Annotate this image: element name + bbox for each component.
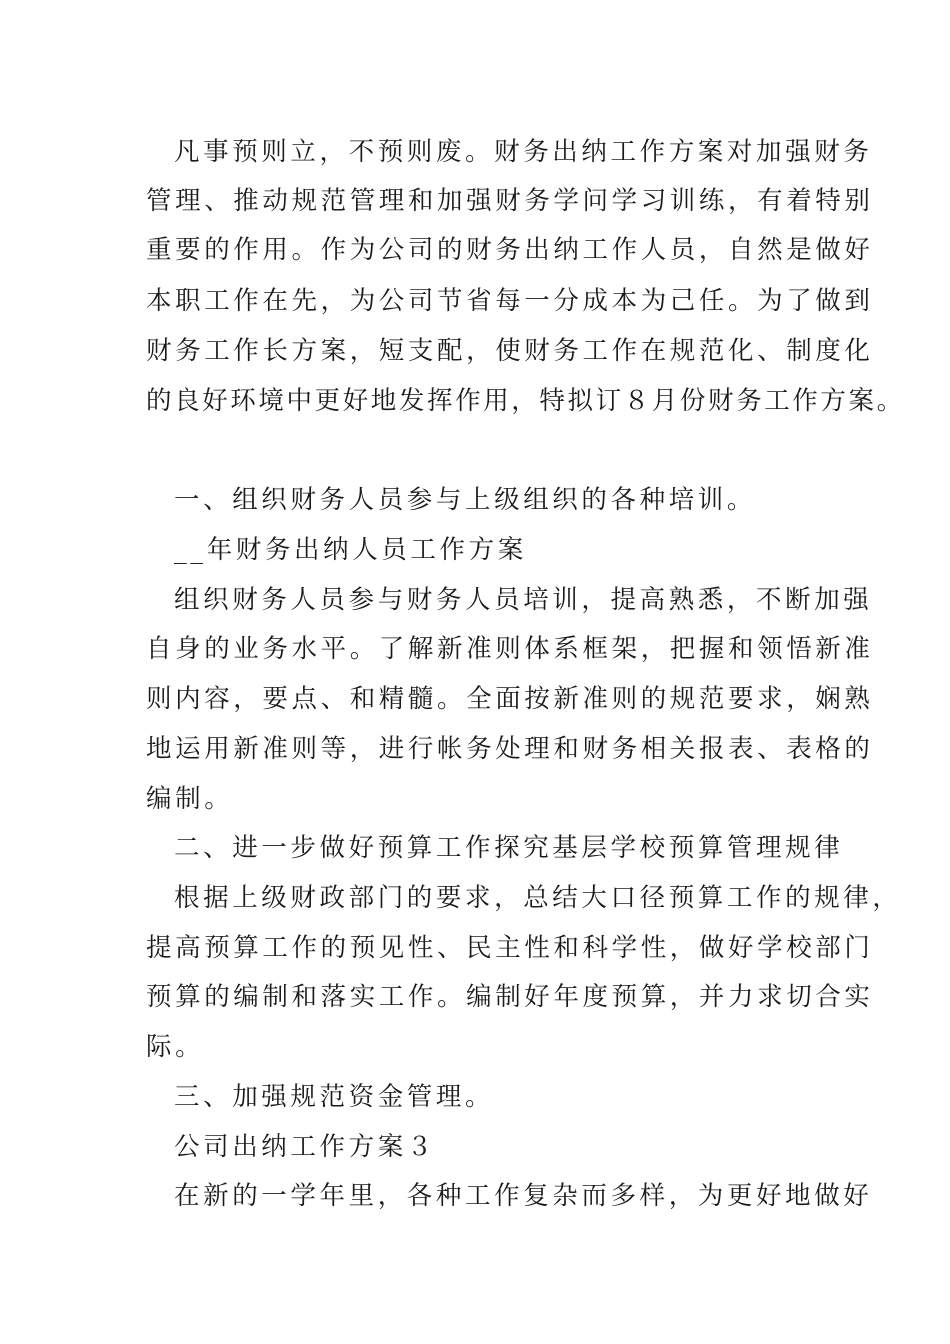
paragraph-line: 凡事预则立，不预则废。财务出纳工作方案对加强财务	[174, 137, 873, 167]
paragraph-line: 际。	[146, 1032, 205, 1062]
paragraph-line: 在新的一学年里，各种工作复杂而多样，为更好地做好	[174, 1181, 873, 1211]
paragraph-line: 地运用新准则等，进行帐务处理和财务相关报表、表格的	[146, 734, 874, 764]
paragraph-line: 预算的编制和落实工作。编制好年度预算，并力求切合实	[146, 982, 874, 1012]
paragraph-line: 编制。	[146, 784, 234, 814]
paragraph-line: 则内容，要点、和精髓。全面按新准则的规范要求，娴熟	[146, 684, 874, 714]
paragraph-line: 重要的作用。作为公司的财务出纳工作人员，自然是做好	[146, 235, 874, 265]
section-heading: 三、加强规范资金管理。	[174, 1082, 495, 1112]
paragraph-line: 自身的业务水平。了解新准则体系框架，把握和领悟新准	[146, 634, 874, 664]
paragraph-line: 组织财务人员参与财务人员培训，提高熟悉，不断加强	[174, 585, 873, 615]
paragraph-line: 提高预算工作的预见性、民主性和科学性，做好学校部门	[146, 933, 874, 963]
paragraph-line: 管理、推动规范管理和加强财务学问学习训练，有着特别	[146, 186, 874, 216]
paragraph-line: 本职工作在先，为公司节省每一分成本为己任。为了做到	[146, 286, 874, 316]
paragraph-line: 财务工作长方案，短支配，使财务工作在规范化、制度化	[146, 336, 874, 366]
section-heading: 一、组织财务人员参与上级组织的各种培训。	[174, 485, 757, 515]
paragraph-line: 根据上级财政部门的要求，总结大口径预算工作的规律，	[174, 883, 902, 913]
subheading: 公司出纳工作方案３	[174, 1132, 436, 1162]
subheading: __年财务出纳人员工作方案	[174, 535, 527, 565]
section-heading: 二、进一步做好预算工作探究基层学校预算管理规律	[174, 833, 844, 863]
paragraph-line: 的良好环境中更好地发挥作用，特拟订８月份财务工作方案。	[146, 386, 905, 416]
